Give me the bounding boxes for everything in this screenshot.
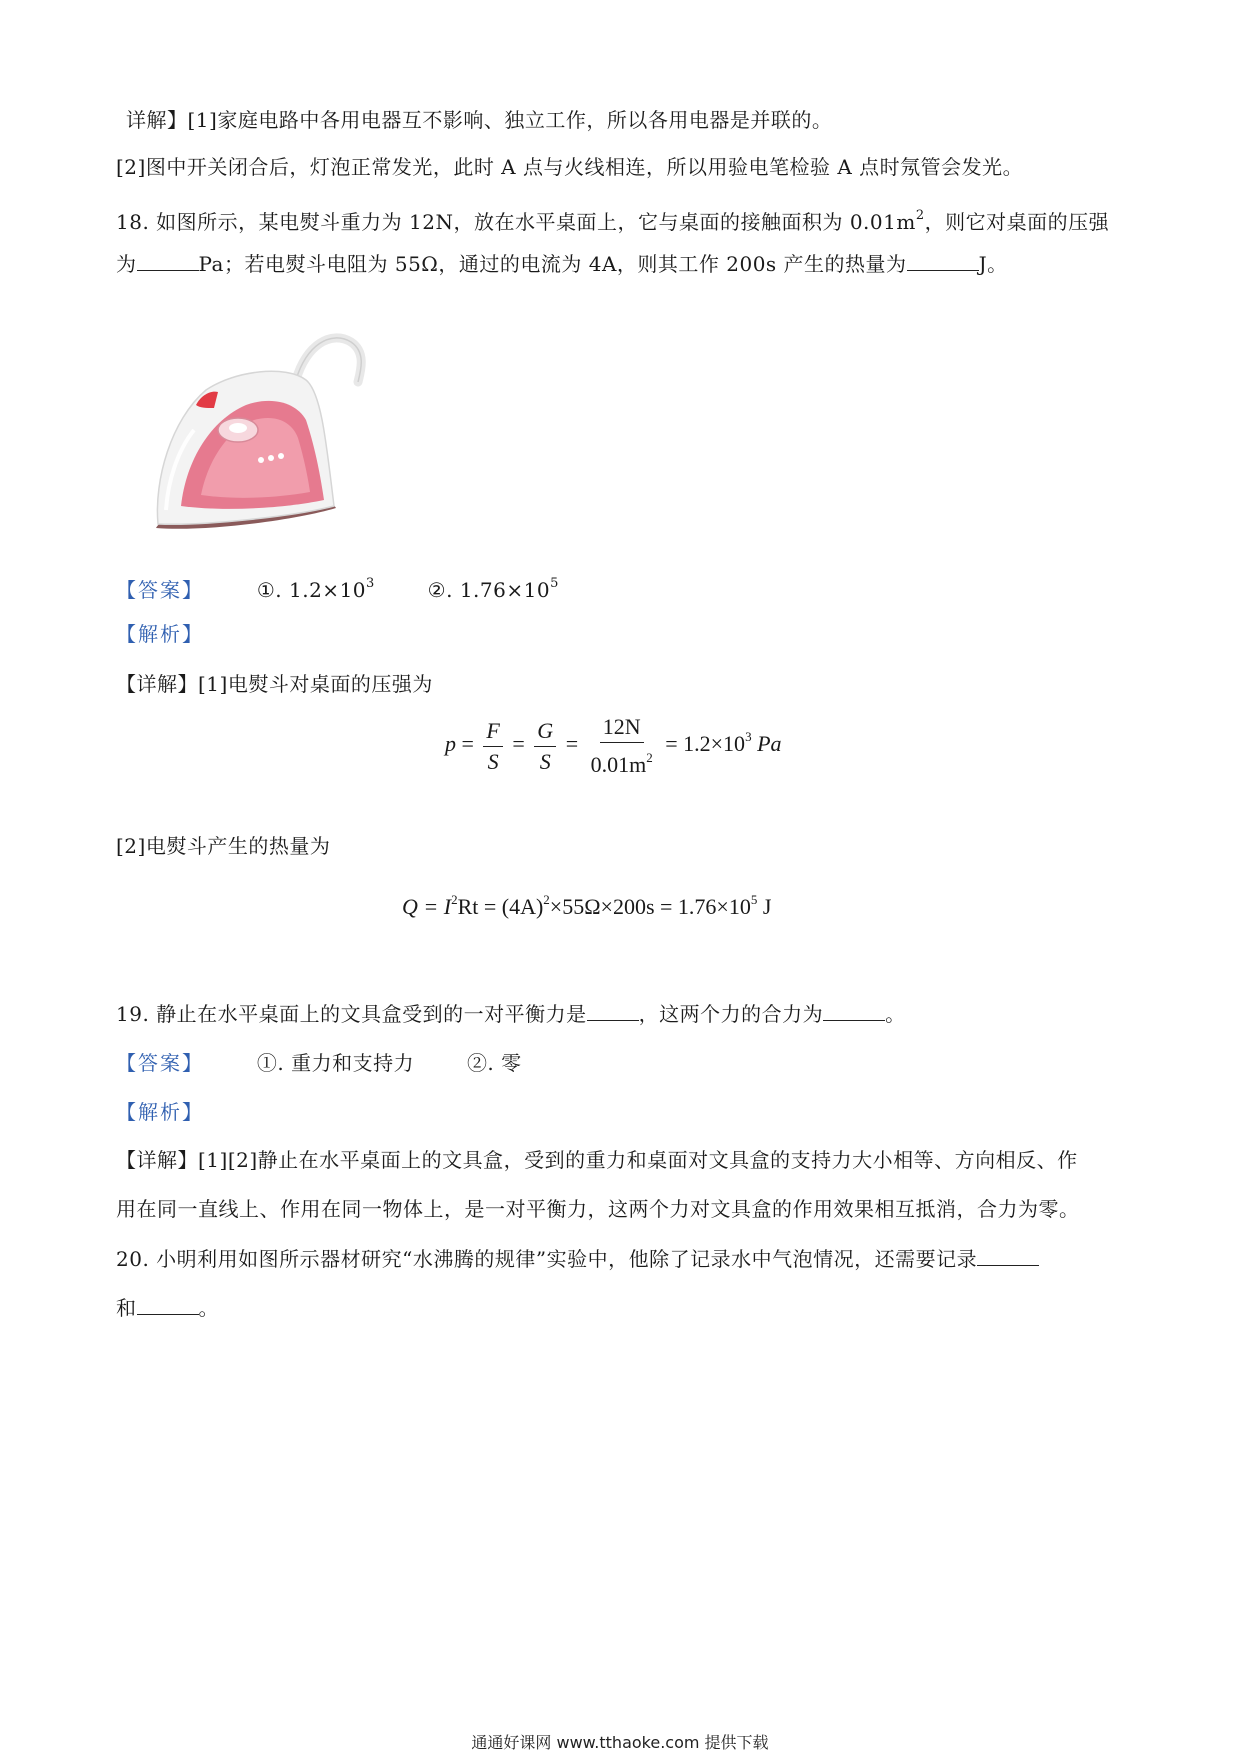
- q19-answer-1: ①. 重力和支持力: [256, 1051, 415, 1075]
- eq1-f3-den-sup: 2: [646, 750, 653, 765]
- eq1-f3-den: 0.01m: [590, 752, 647, 777]
- eq1-f2-num: G: [534, 718, 556, 747]
- page-footer: 通通好课网 www.tthaoke.com 提供下载: [471, 1733, 769, 1752]
- q19-detail-1: 【详解】[1][2]静止在水平桌面上的文具盒，受到的重力和桌面对文具盒的支持力大小相等、方向相反、作: [116, 1148, 1078, 1172]
- q18-blank-1[interactable]: [137, 250, 199, 271]
- q18-answer-2: [428, 570, 559, 604]
- eq2-text-b: Rt = (4A): [457, 894, 544, 919]
- q20-text-2a: 和: [116, 1296, 137, 1320]
- q18-analysis-tag: [116, 620, 204, 648]
- q19-analysis-tag: [116, 1098, 204, 1126]
- q18-detail-2: [2]电熨斗产生的热量为: [116, 834, 331, 858]
- eq2-sup-c: 5: [750, 892, 758, 907]
- answer-tag: 【答案】: [116, 578, 204, 602]
- analysis-tag: 【解析】: [116, 1100, 204, 1124]
- q18-line-2: [116, 250, 1008, 278]
- eq2-text-c: ×55Ω×200s = 1.76×10: [549, 894, 751, 919]
- q19-text-a: 19. 静止在水平桌面上的文具盒受到的一对平衡力是: [116, 1002, 587, 1026]
- q18-blank-2[interactable]: [907, 250, 979, 271]
- q19-answer-2: ②. 零: [466, 1051, 522, 1075]
- eq2-unit: J: [762, 894, 772, 919]
- eq1-result: = 1.2×10: [665, 731, 746, 757]
- q18-answer-1-sup: 3: [366, 576, 375, 591]
- eq2-sup-b: 2: [543, 892, 550, 907]
- eq2-text-a: Q = I: [402, 894, 452, 919]
- eq1-fraction-1: [483, 718, 502, 775]
- q20-question-line-2: [116, 1294, 219, 1322]
- q20-blank-1[interactable]: [977, 1245, 1039, 1266]
- q18-equation-heat: [402, 892, 771, 920]
- q18-answer-2-text: ②. 1.76×10: [427, 578, 551, 602]
- q20-question-line-1: [116, 1245, 1039, 1273]
- answer-tag: 【答案】: [116, 1051, 204, 1075]
- q20-text-2b: 。: [198, 1296, 219, 1320]
- steam-iron-illustration: [146, 310, 376, 540]
- q19-text-b: ，这两个力的合力为: [638, 1002, 824, 1026]
- q18-answer-2-sup: 5: [550, 576, 559, 591]
- q18-detail-1: 【详解】[1]电熨斗对桌面的压强为: [116, 672, 433, 696]
- q18-line1-text-a: 18. 如图所示，某电熨斗重力为 12N，放在水平桌面上，它与桌面的接触面积为 0.01m: [116, 210, 916, 234]
- q19-question: [116, 1000, 906, 1028]
- eq1-unit: Pa: [757, 731, 782, 757]
- eq1-fraction-2: [534, 718, 556, 775]
- q17-detail-1: 详解】[1]家庭电路中各用电器互不影响、独立工作，所以各用电器是并联的。: [126, 108, 833, 132]
- q18-answer-1-text: ①. 1.2×10: [256, 578, 367, 602]
- q18-equation-pressure: [445, 714, 782, 778]
- eq1-result-sup: 3: [745, 729, 752, 745]
- eq1-fraction-3: [588, 714, 656, 778]
- eq1-equals-3: =: [565, 731, 579, 757]
- q20-text-1: 20. 小明利用如图所示器材研究“水沸腾的规律”实验中，他除了记录水中气泡情况，还需要记录: [116, 1247, 978, 1271]
- q18-line-1: [116, 202, 1109, 236]
- q18-line1-sup: 2: [915, 208, 925, 223]
- q19-blank-2[interactable]: [823, 1000, 885, 1021]
- eq1-f2-den: S: [539, 748, 551, 774]
- eq1-lhs: p: [445, 731, 456, 757]
- analysis-tag: 【解析】: [116, 622, 204, 646]
- q18-line1-text-b: ，则它对桌面的压强: [924, 210, 1110, 234]
- eq1-equals-1: =: [461, 731, 474, 757]
- q18-line2-text-a: 为: [116, 252, 137, 276]
- q19-blank-1[interactable]: [587, 1000, 639, 1021]
- eq1-f1-num: F: [483, 718, 502, 747]
- q20-blank-2[interactable]: [137, 1294, 199, 1315]
- eq1-equals-2: =: [512, 731, 525, 757]
- eq2-sup-a: 2: [451, 892, 458, 907]
- q18-line2-text-c: J。: [978, 252, 1008, 276]
- eq1-f1-den: S: [487, 748, 499, 774]
- q19-answer-row: [116, 1049, 522, 1077]
- eq1-f3-num: 12N: [600, 714, 644, 743]
- q18-answer-row: [116, 570, 559, 604]
- q18-line2-text-b: Pa；若电熨斗电阻为 55Ω，通过的电流为 4A，则其工作 200s 产生的热量为: [198, 252, 907, 276]
- q18-answer-1: [257, 570, 375, 604]
- q19-detail-2: 用在同一直线上、作用在同一物体上，是一对平衡力，这两个力对文具盒的作用效果相互抵消，合力为零。: [116, 1197, 1080, 1221]
- q17-detail-2: [2]图中开关闭合后，灯泡正常发光，此时 A 点与火线相连，所以用验电笔检验 A 点时氖管会发光。: [116, 155, 1024, 179]
- q19-text-c: 。: [885, 1002, 906, 1026]
